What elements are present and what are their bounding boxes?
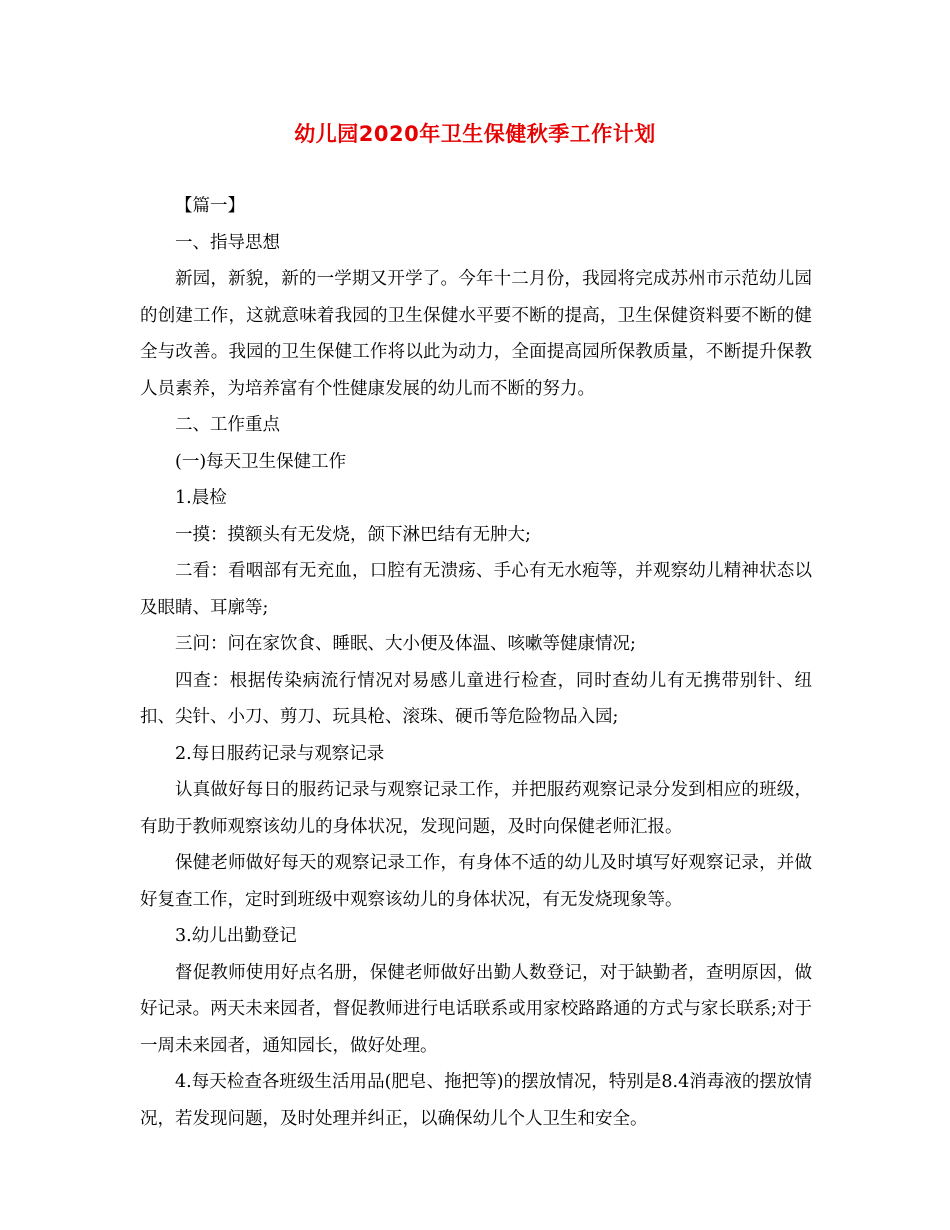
heading-work-focus: 二、工作重点 — [175, 415, 280, 435]
paragraph-attendance: 督促教师使用好点名册，保健老师做好出勤人数登记，对于缺勤者，查明原因，做好记录。两天未来园者，督促教师进行电话联系或用家校路路通的方式与家长联系;对于一周未来园者，通知园长，做好处理。 — [140, 962, 812, 1056]
paragraph-observation-record: 保健老师做好每天的观察记录工作，有身体不适的幼儿及时填写好观察记录，并做好复查工作，定时到班级中观察该幼儿的身体状况，有无发烧现象等。 — [140, 853, 812, 910]
item-medication-record: 2.每日服药记录与观察记录 — [175, 743, 385, 764]
heading-guiding-thought: 一、指导思想 — [175, 232, 280, 253]
document-body — [140, 188, 812, 1137]
paragraph-look: 二看：看咽部有无充血，口腔有无溃疡、手心有无水疱等，并观察幼儿精神状态以及眼睛、耳廓等; — [140, 561, 812, 618]
item-attendance: 3.幼儿出勤登记 — [175, 926, 297, 946]
paragraph-daily-supplies: 4.每天检查各班级生活用品(肥皂、拖把等)的摆放情况，特别是8.4消毒液的摆放情况，若发现问题，及时处理并纠正，以确保幼儿个人卫生和安全。 — [140, 1072, 812, 1129]
paragraph-section-marker: 【篇一】 — [175, 196, 245, 216]
paragraph-ask: 三问：问在家饮食、睡眠、大小便及体温、咳嗽等健康情况; — [175, 634, 636, 654]
paragraph-inspect: 四查：根据传染病流行情况对易感儿童进行检查，同时查幼儿有无携带别针、纽扣、尖针、小刀、剪刀、玩具枪、滚珠、硬币等危险物品入园; — [140, 670, 812, 727]
subheading-daily-work: (一)每天卫生保健工作 — [175, 451, 347, 472]
paragraph-touch: 一摸：摸额头有无发烧，颌下淋巴结有无肿大; — [175, 524, 531, 545]
item-morning-check: 1.晨检 — [175, 488, 227, 508]
paragraph-medication-record: 认真做好每日的服药记录与观察记录工作，并把服药观察记录分发到相应的班级，有助于教师观察该幼儿的身体状况，发现问题，及时向保健老师汇报。 — [140, 780, 812, 837]
paragraph-guiding-thought: 新园，新貌，新的一学期又开学了。今年十二月份，我园将完成苏州市示范幼儿园的创建工作，这就意味着我园的卫生保健水平要不断的提高，卫生保健资料要不断的健全与改善。我园的卫生保健工作将以此为动力，全面提高园所保教质量，不断提升保教人员素养，为培养富有个性健康发展的幼儿而不断的努力。 — [140, 269, 812, 399]
document-title: 幼儿园2020年卫生保健秋季工作计划 — [294, 122, 656, 146]
